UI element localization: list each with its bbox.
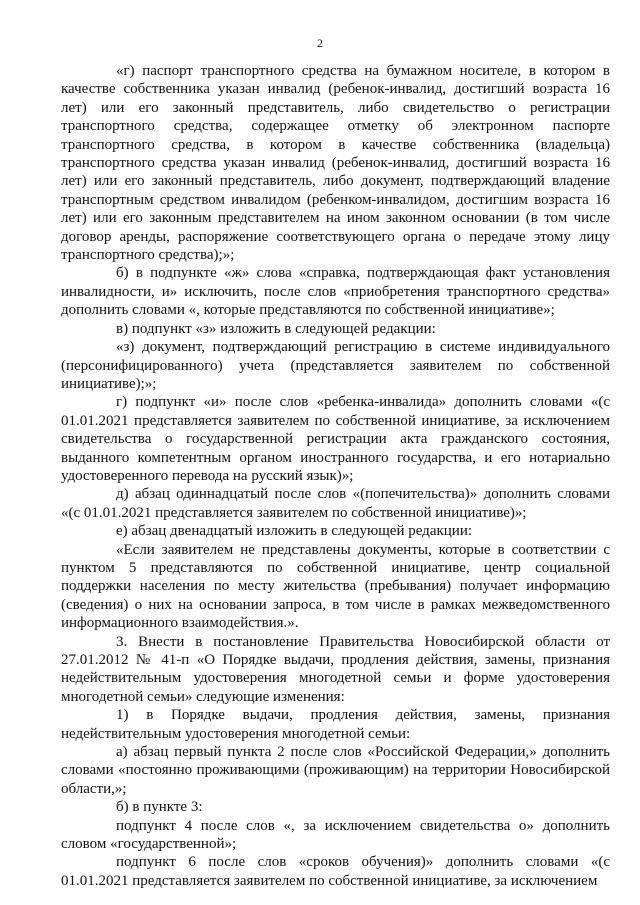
paragraph-subpoint-6: подпункт 6 после слов «сроков обучения)» дополнить словами «(с 01.01.2021 представляется заявителем по собственной инициативе, за исключением [61, 854, 610, 889]
paragraph-subitem-v: в) подпункт «з» изложить в следующей редакции: [116, 320, 436, 337]
paragraph-item-3-1-a: а) абзац первый пункта 2 после слов «Российской Федерации,» дополнить словами «постоянно проживающими (проживающим) на территории Новосибирской области,»; [61, 744, 610, 797]
document-body [61, 62, 610, 890]
paragraph-subitem-g: г) подпункт «и» после слов «ребенка-инвалида» дополнить словами «(с 01.01.2021 представляется заявителем по собственной инициативе, за исключением свидетельства о государственной регистрации акта гражданского состояния, выданного компетентным органом иностранного государства, и его нотариально удостоверенного перевода на русский язык)»; [61, 394, 610, 484]
paragraph-subpoint-4: подпункт 4 после слов «, за исключением свидетельства о» дополнить словом «государственной»; [61, 817, 610, 853]
page-number: 2 [317, 36, 323, 50]
paragraph-subitem-b: б) в подпункте «ж» слова «справка, подтверждающая факт установления инвалидности, и» исключить, после слов «приобретения транспортного средства» дополнить словами «, которые представляются по собственной инициативе»; [61, 265, 610, 319]
paragraph-passport: «г) паспорт транспортного средства на бумажном носителе, в котором в качестве собственника указан инвалид (ребенок-инвалид, достигший возраста 16 лет) или его законный представитель, либо свидетельство о регистрации транспортного средства, содержащее отметку об электронном паспорте транспортного средства, в котором в качестве собственника (владельца) транспортного средства указан инвалид (ребенок-инвалид, достигший возраста 16 лет) или его законный представитель, либо документ, подтверждающий владение транспортным средством инвалидом (ребенком-инвалидом, достигшим возраста 16 лет) или его законным представителем на ином законном основании (в том числе договор аренды, распоряжение соответствующего органа о передаче этому лицу транспортного средства);»; [61, 63, 610, 264]
paragraph-quote: «Если заявителем не представлены документы, которые в соответствии с пунктом 5 представляются по собственной инициативе, центр социальной поддержки населения по месту жительства (пребывания) получает информацию (сведения) о них на основании запроса, в том числе в рамках межведомственного информационного взаимодействия.». [61, 541, 610, 632]
paragraph-subitem-z: «з) документ, подтверждающий регистрацию в системе индивидуального (персонифицированного) учета (представляется заявителем по собственной инициативе);»; [61, 339, 610, 392]
paragraph-subitem-d: д) абзац одиннадцатый после слов «(попечительства)» дополнить словами «(с 01.01.2021 представляется заявителем по собственной инициативе)»; [61, 486, 610, 521]
paragraph-item-3-1: 1) в Порядке выдачи, продления действия, замены, признания недействительным удостоверения многодетной семьи: [61, 707, 610, 742]
paragraph-item-3-1-b: б) в пункте 3: [116, 799, 203, 816]
paragraph-subitem-e: е) абзац двенадцатый изложить в следующей редакции: [116, 523, 473, 540]
paragraph-item-3: 3. Внести в постановление Правительства Новосибирской области от 27.01.2012 № 41-п «О Порядке выдачи, продления действия, замены, признания недействительным удостоверения многодетной семьи и форме удостоверения многодетной семьи» следующие изменения: [61, 633, 610, 705]
